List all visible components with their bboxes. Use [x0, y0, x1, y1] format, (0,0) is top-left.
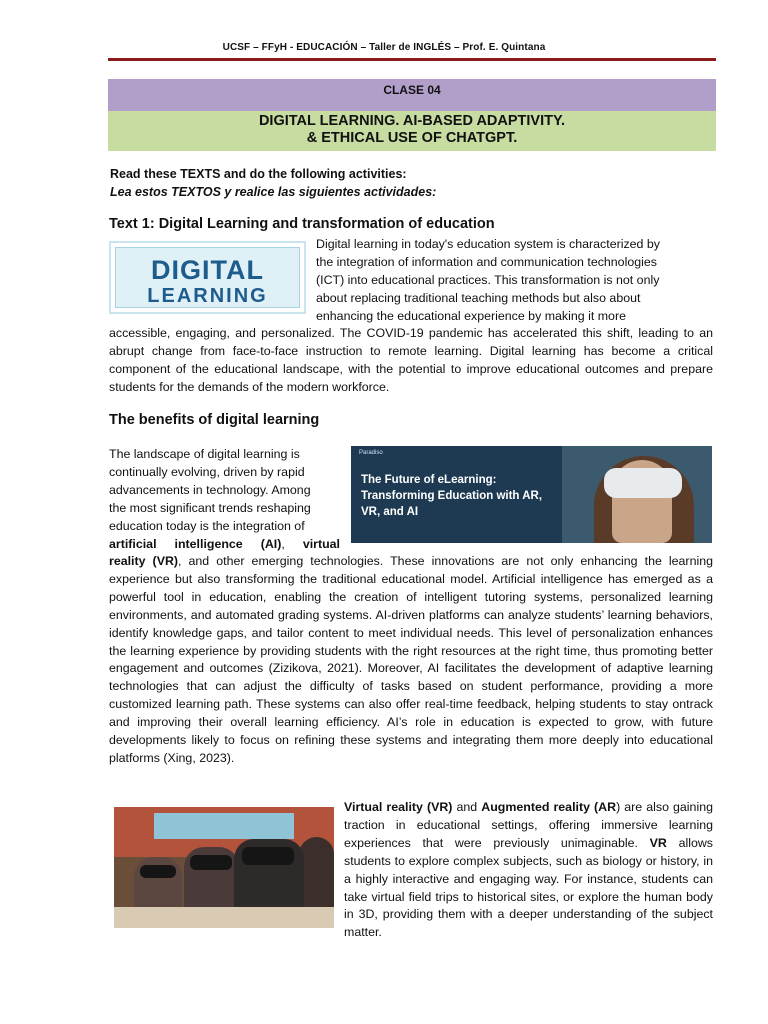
future-elearning-banner-image	[351, 446, 712, 543]
benefits-paragraph-wrapped	[109, 446, 340, 553]
title-bar	[108, 111, 716, 151]
bold-virtual: virtual	[302, 536, 340, 551]
title-line-1: DIGITAL LEARNING. AI-BASED ADAPTIVITY.	[258, 113, 566, 129]
benefits-body: , and other emerging technologies. These innovations are not only enhancing the learning experience but also transforming the traditional educational model. Artificial intelligence has emerged as a powerful tool in education, enabling the creation of intelligent tutoring systems, personalized learning environments, and automated grading systems. AI-driven platforms can analyze students’ learning behaviors, identify knowledge gaps, and tailor content to meet individual needs. This level of personalization enhances the learning experience by providing students with the right resources at the right time, thus promoting better engagement and outcomes (Zizikova, 2021). Moreover, AI facilitates the development of adaptive learning technologies that can adjust the difficulty of tasks based on student performance, providing a more customized learning path. These systems can also offer real-time feedback, helping students to stay ontrack and improving their overall learning efficiency. AI’s role in education is expected to grow, with future developments likely to focus on refining these systems and integrating them more deeply into educational platforms (Xing, 2023).	[109, 554, 713, 765]
class-label: CLASE 04	[383, 83, 441, 97]
digital-learning-logo-image	[109, 241, 306, 314]
text1-paragraph-rest: accessible, engaging, and personalized. The COVID-19 pandemic has accelerated this shift, leading to an abrupt change from face-to-face instruction to remote learning. Digital learning has become a critical component of the educational landscape, with the potential to improve educational outcomes and prepare students for the demands of the modern workforce.	[109, 326, 713, 394]
text1-line: Digital learning in today's education system is characterized by	[316, 237, 660, 251]
instructions-es: Lea estos TEXTOS y realice las siguientes actividades:	[110, 185, 437, 199]
benefits-line: education today is the integration of	[109, 518, 305, 533]
benefits-line: the most significant trends reshaping	[109, 500, 311, 515]
class-label-bar	[108, 79, 716, 111]
vr-headset-icon	[242, 847, 294, 865]
logo-word-digital: DIGITAL	[151, 255, 264, 285]
vr-headset-icon	[140, 865, 176, 878]
text1-line: the integration of information and communication technologies	[316, 254, 657, 269]
vr-paragraph	[344, 799, 713, 942]
vr-body-2: allows students to explore complex subjects, such as biology or history, in a highly interactive and engaging way. For instance, students can take virtual field trips to historical sites, or explore the human body in 3D, providing them with a deeper understanding of the subject matter.	[344, 835, 714, 940]
benefits-line: advancements in technology. Among	[109, 482, 311, 497]
vr-classroom-image	[114, 807, 334, 928]
bold-ai: artificial intelligence (AI)	[109, 536, 282, 551]
vr-body-1: ) are also gaining traction in educational settings, offering immersive learning experiences that were previously unimaginable.	[344, 800, 713, 850]
benefits-line: The landscape of digital learning is	[109, 447, 300, 461]
text1-line: about replacing traditional teaching methods but also about	[316, 290, 641, 305]
vr-and: and	[452, 800, 482, 814]
bold-vr-2: VR	[649, 835, 667, 850]
title-line-2: & ETHICAL USE OF CHATGPT.	[306, 130, 518, 146]
vr-headset-icon	[190, 855, 232, 870]
bold-reality-vr: reality (VR)	[109, 554, 179, 568]
instructions-en: Read these TEXTS and do the following activities:	[110, 167, 407, 181]
classroom-board	[154, 813, 294, 839]
text1-line: enhancing the educational experience by making it more	[316, 308, 626, 323]
instructions	[110, 165, 436, 201]
vr-headset-icon	[604, 468, 682, 498]
bold-ar: Augmented reality (AR	[481, 800, 617, 814]
benefits-heading: The benefits of digital learning	[109, 412, 320, 428]
page-header: UCSF – FFyH - EDUCACIÓN – Taller de INGLÉS – Prof. E. Quintana	[222, 42, 546, 53]
bold-vr: Virtual reality (VR)	[344, 800, 453, 814]
classroom-desk	[114, 907, 334, 928]
text1-line: (ICT) into educational practices. This transformation is not only	[316, 272, 660, 287]
text1-paragraph-wrapped	[316, 236, 713, 326]
banner-logo: Paradiso	[359, 450, 383, 456]
benefits-line: continually evolving, driven by rapid	[109, 464, 305, 479]
logo-background	[115, 247, 300, 308]
logo-word-learning: LEARNING	[147, 285, 268, 307]
text1-heading: Text 1: Digital Learning and transformation of education	[109, 216, 495, 232]
header-divider	[108, 58, 716, 61]
banner-caption: The Future of eLearning: Transforming Education with AR, VR, and AI	[361, 474, 543, 518]
benefits-line-bold: artificial intelligence (AI), virtual	[109, 536, 340, 551]
benefits-paragraph-rest	[109, 553, 713, 768]
